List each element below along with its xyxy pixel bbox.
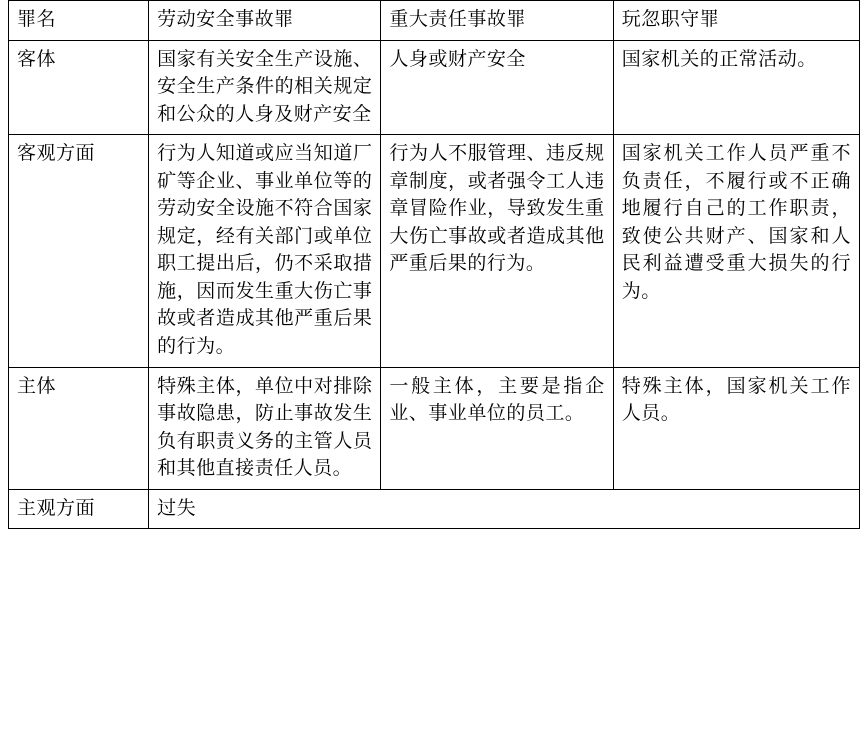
cell-object-crime-1: 国家有关安全生产设施、安全生产条件的相关规定和公众的人身及财产安全 — [149, 40, 381, 135]
table-row — [9, 367, 860, 489]
cell-object-crime-2: 人身或财产安全 — [381, 40, 613, 135]
cell-object-crime-3: 国家机关的正常活动。 — [613, 40, 859, 135]
column-header-category: 罪名 — [9, 1, 149, 41]
column-header-crime-1: 劳动安全事故罪 — [149, 1, 381, 41]
column-header-crime-2: 重大责任事故罪 — [381, 1, 613, 41]
crime-comparison-table — [8, 0, 860, 529]
cell-objective-aspect-crime-1: 行为人知道或应当知道厂矿等企业、事业单位等的劳动安全设施不符合国家规定，经有关部门或单位职工提出后，仍不采取措施，因而发生重大伤亡事故或者造成其他严重后果的行为。 — [149, 135, 381, 367]
cell-subject-crime-2: 一般主体，主要是指企业、事业单位的员工。 — [381, 367, 613, 489]
cell-objective-aspect-crime-2: 行为人不服管理、违反规章制度，或者强令工人违章冒险作业，导致发生重大伤亡事故或者造成其他严重后果的行为。 — [381, 135, 613, 367]
row-label-subject: 主体 — [9, 367, 149, 489]
column-header-crime-3: 玩忽职守罪 — [613, 1, 859, 41]
table-row — [9, 40, 860, 135]
cell-subjective-aspect-merged: 过失 — [149, 489, 860, 529]
cell-subject-crime-1: 特殊主体，单位中对排除事故隐患，防止事故发生负有职责义务的主管人员和其他直接责任人员。 — [149, 367, 381, 489]
table-row — [9, 489, 860, 529]
table-row — [9, 135, 860, 367]
cell-objective-aspect-crime-3: 国家机关工作人员严重不负责任，不履行或不正确地履行自己的工作职责，致使公共财产、国家和人民利益遭受重大损失的行为。 — [613, 135, 859, 367]
table-row — [9, 1, 860, 41]
row-label-object: 客体 — [9, 40, 149, 135]
cell-subject-crime-3: 特殊主体，国家机关工作人员。 — [613, 367, 859, 489]
row-label-subjective-aspect: 主观方面 — [9, 489, 149, 529]
row-label-objective-aspect: 客观方面 — [9, 135, 149, 367]
